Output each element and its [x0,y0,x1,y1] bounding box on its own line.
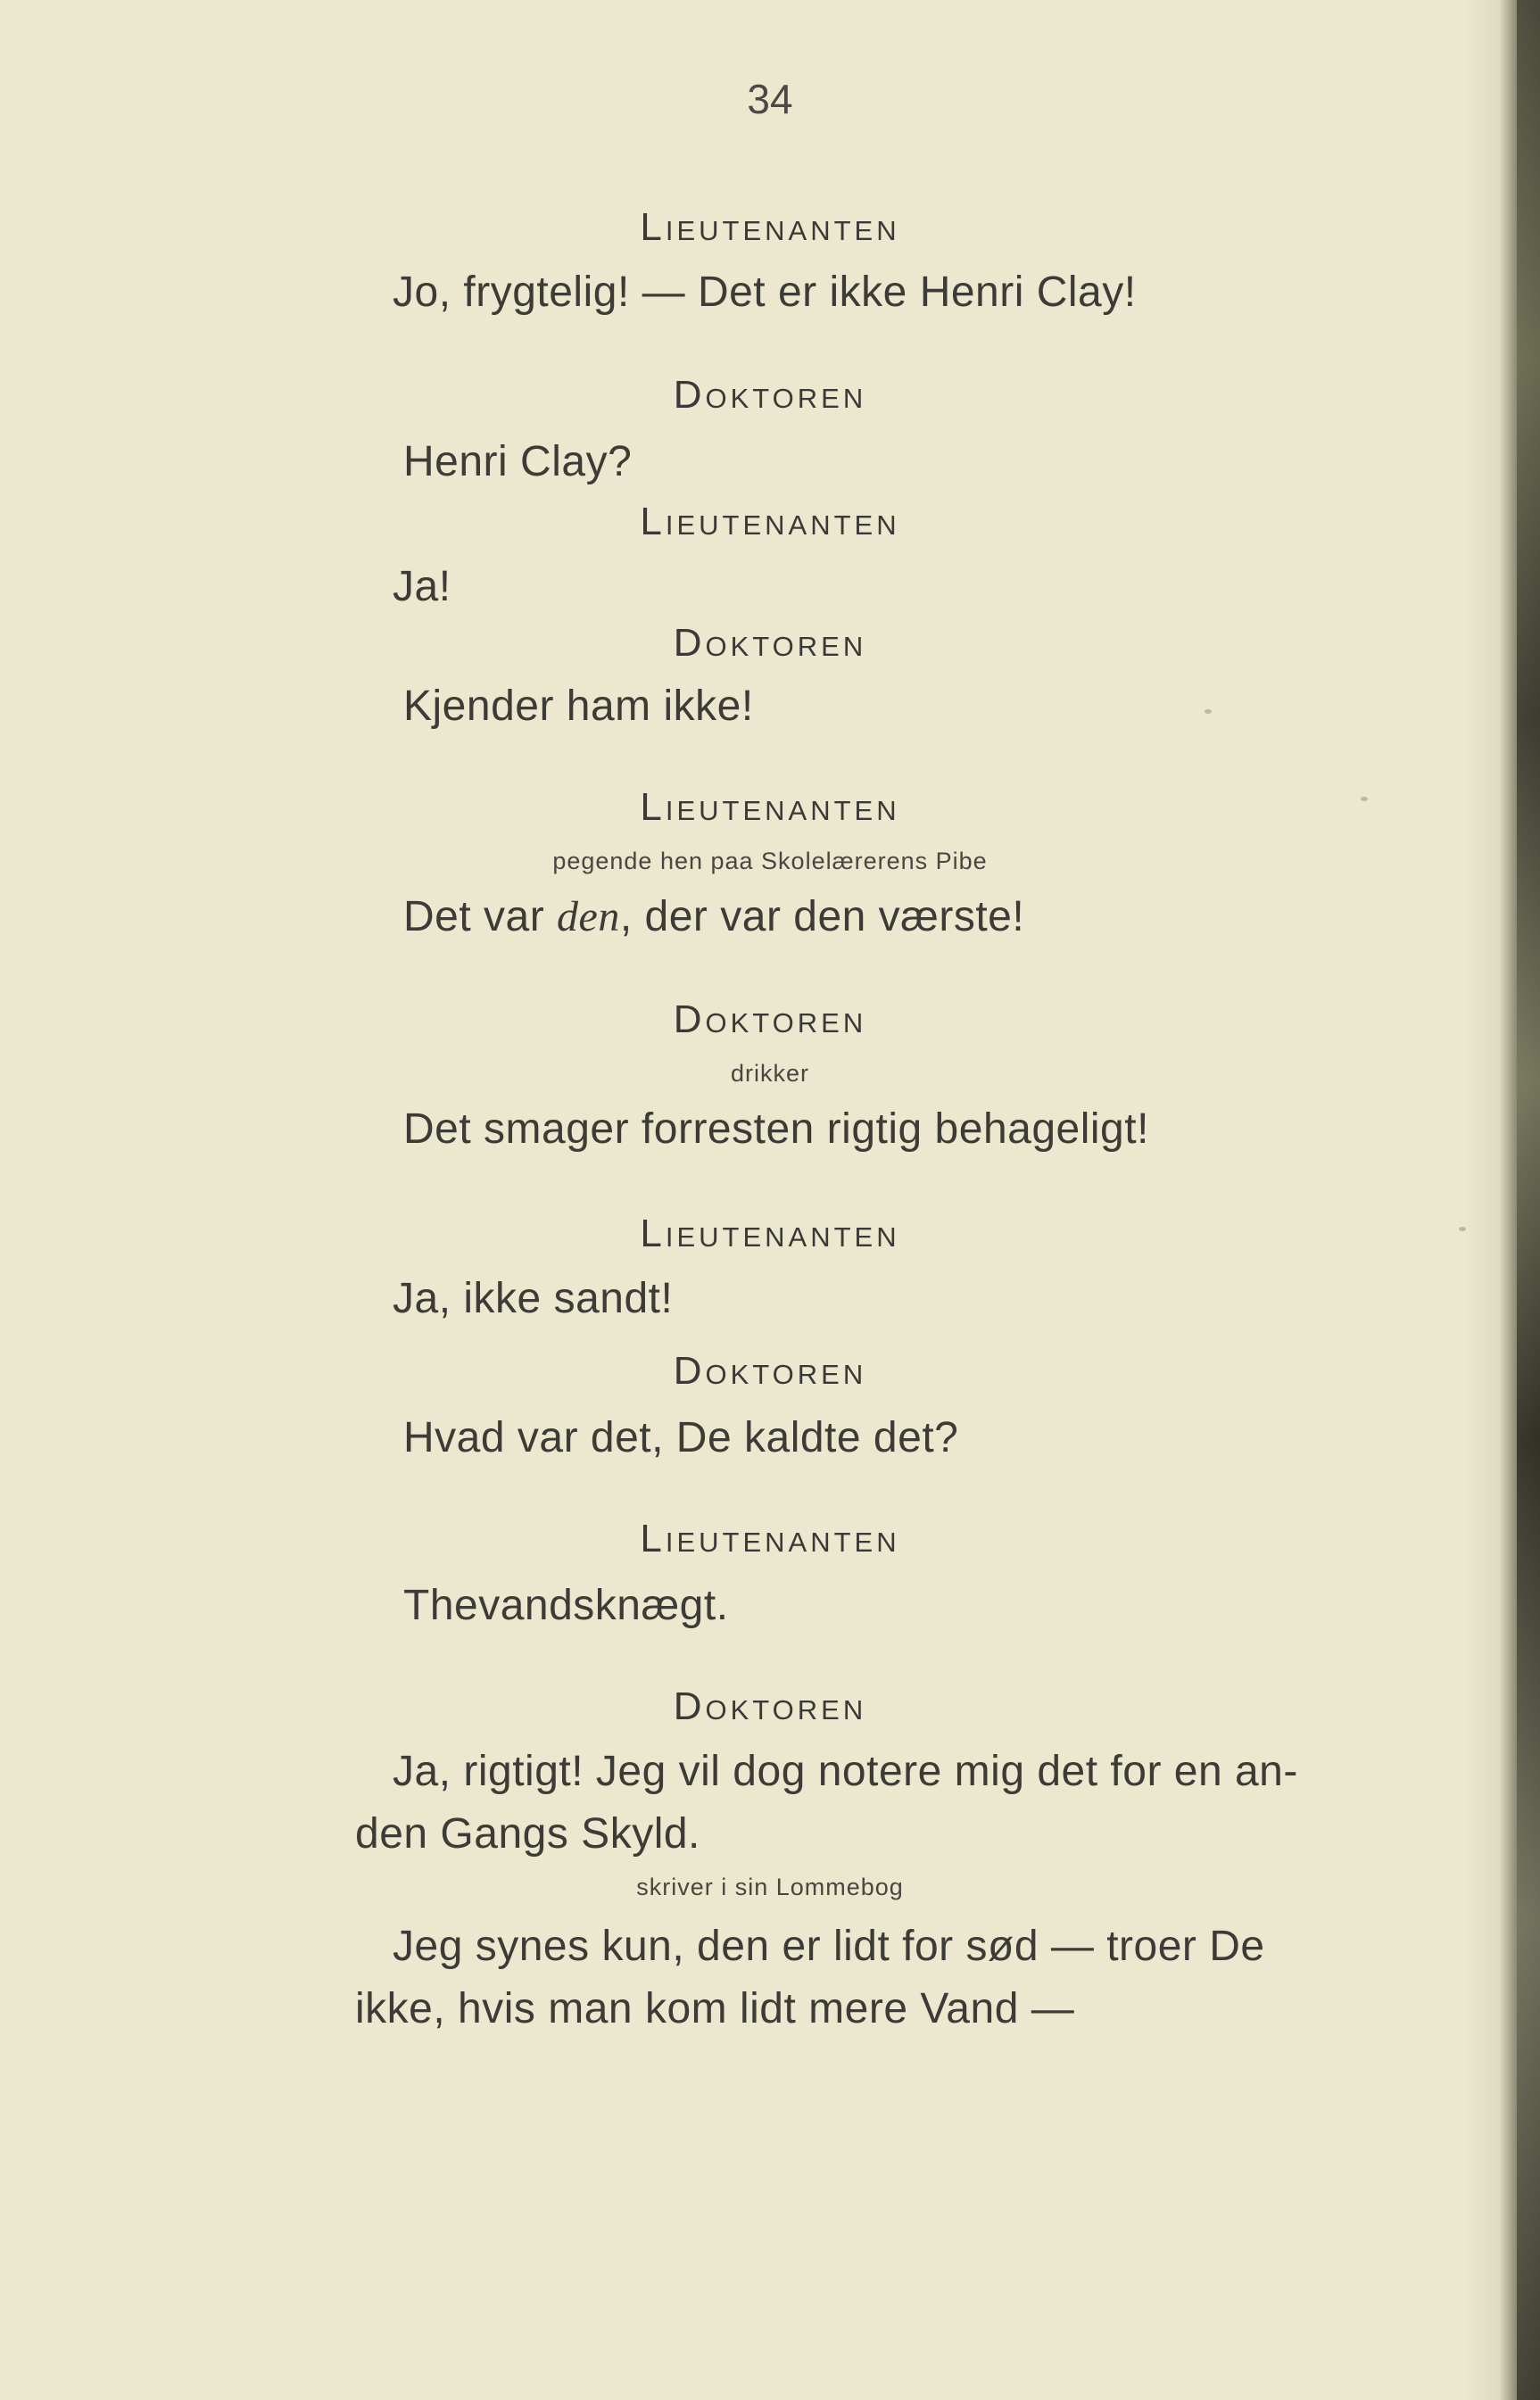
dialogue-line-continued: den Gangs Skyld. [355,1810,700,1858]
dialogue-line-continued: ikke, hvis man kom lidt mere Vand — [355,1985,1075,2032]
dialogue-line: Jo, frygtelig! — Det er ikke Henri Clay! [393,269,1137,316]
dialogue-line: Ja, ikke sandt! [393,1275,674,1322]
dialogue-line: Thevandsknægt. [403,1582,729,1629]
paper-speck [1205,709,1212,714]
stage-direction: skriver i sin Lommebog [636,1874,904,1900]
page-edge-shadow [1517,0,1540,2400]
dialogue-line: Kjender ham ikke! [403,683,754,730]
speaker-name: Lieutenanten [640,1517,900,1560]
dialogue-line: Ja! [393,563,451,610]
paper-speck [1361,797,1368,801]
speaker-name: Lieutenanten [640,500,900,543]
speaker-name: Lieutenanten [640,205,900,249]
dialogue-line: Ja, rigtigt! Jeg vil dog notere mig det for en an- [393,1748,1298,1795]
speaker-name: Doktoren [673,1349,867,1393]
speaker-name: Doktoren [673,997,867,1041]
paper-speck [1459,1227,1466,1231]
speaker-name: Lieutenanten [640,785,900,829]
dialogue-line: Jeg synes kun, den er lidt for sød — troer De [393,1923,1265,1970]
stage-direction: pegende hen paa Skolelærerens Pibe [552,848,988,874]
speaker-name: Lieutenanten [640,1212,900,1255]
dialogue-line: Henri Clay? [403,438,633,485]
speaker-name: Doktoren [673,621,867,665]
dialogue-text: Det var [403,893,558,940]
dialogue-line [403,892,1024,941]
dialogue-text: , der var den værste! [619,893,1025,940]
speaker-name: Doktoren [673,1684,867,1728]
dialogue-line: Det smager forresten rigtig behageligt! [403,1105,1149,1153]
stage-direction: drikker [730,1060,809,1087]
page-number: 34 [747,76,793,122]
dialogue-line: Hvad var det, De kaldte det? [403,1414,959,1461]
speaker-name: Doktoren [673,373,867,417]
emphasized-word: den [557,893,620,940]
